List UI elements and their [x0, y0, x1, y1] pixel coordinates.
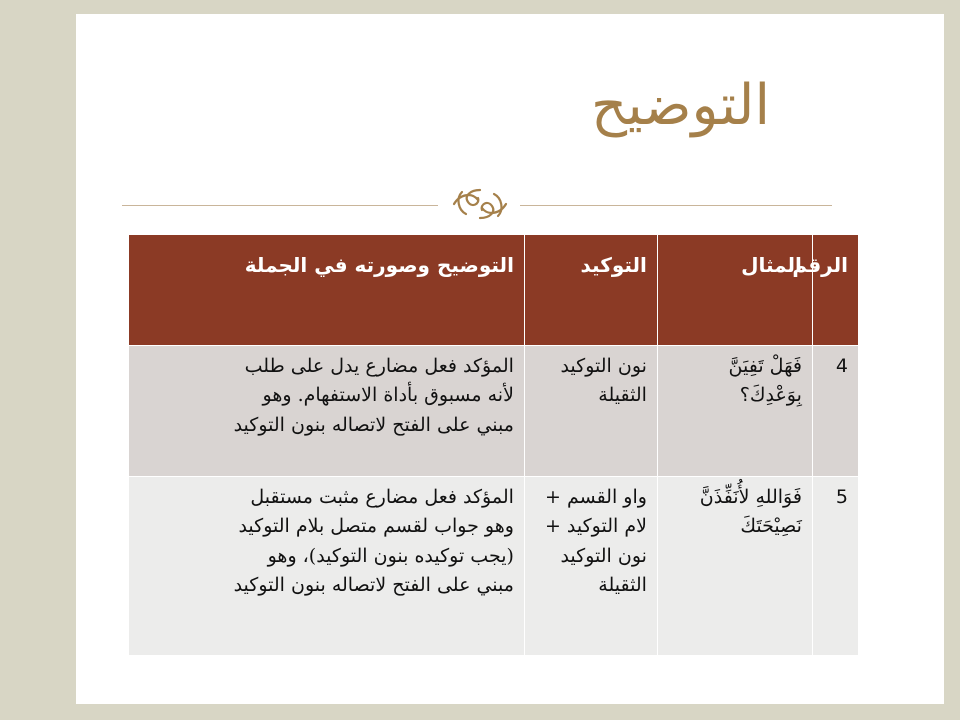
- header-explanation: التوضيح وصورته في الجملة: [129, 235, 525, 346]
- row-number: 4: [812, 346, 858, 477]
- row-number: 5: [812, 477, 858, 656]
- row-example: فَوَاللهِ لأُنَفِّذَنَّ نَصِيْحَتَكَ: [657, 477, 812, 656]
- row-emphasis: نون التوكيد الثقيلة: [524, 346, 657, 477]
- table-header-row: [129, 235, 859, 346]
- row-explanation: المؤكد فعل مضارع مثبت مستقبل وهو جواب لقسم متصل بلام التوكيد (يجب توكيده بنون التوكيد)، وهو مبني على الفتح لاتصاله بنون التوكيد: [129, 477, 525, 656]
- row-emphasis: واو القسم + لام التوكيد + نون التوكيد الثقيلة: [524, 477, 657, 656]
- emphasis-table: [128, 234, 859, 656]
- title-divider-left: [122, 205, 438, 206]
- title-divider-right: [520, 205, 832, 206]
- flourish-ornament-icon: [448, 186, 512, 222]
- header-emphasis: التوكيد: [524, 235, 657, 346]
- row-example: فَهَلْ تَفِيَنَّ بِوَعْدِكَ؟: [657, 346, 812, 477]
- slide-title: التوضيح: [590, 73, 770, 138]
- header-example: المثال: [657, 235, 812, 346]
- header-number: الرقم: [812, 235, 858, 346]
- table-row: [129, 346, 859, 477]
- table-row: [129, 477, 859, 656]
- row-explanation: المؤكد فعل مضارع يدل على طلب لأنه مسبوق بأداة الاستفهام. وهو مبني على الفتح لاتصاله بنون التوكيد: [129, 346, 525, 477]
